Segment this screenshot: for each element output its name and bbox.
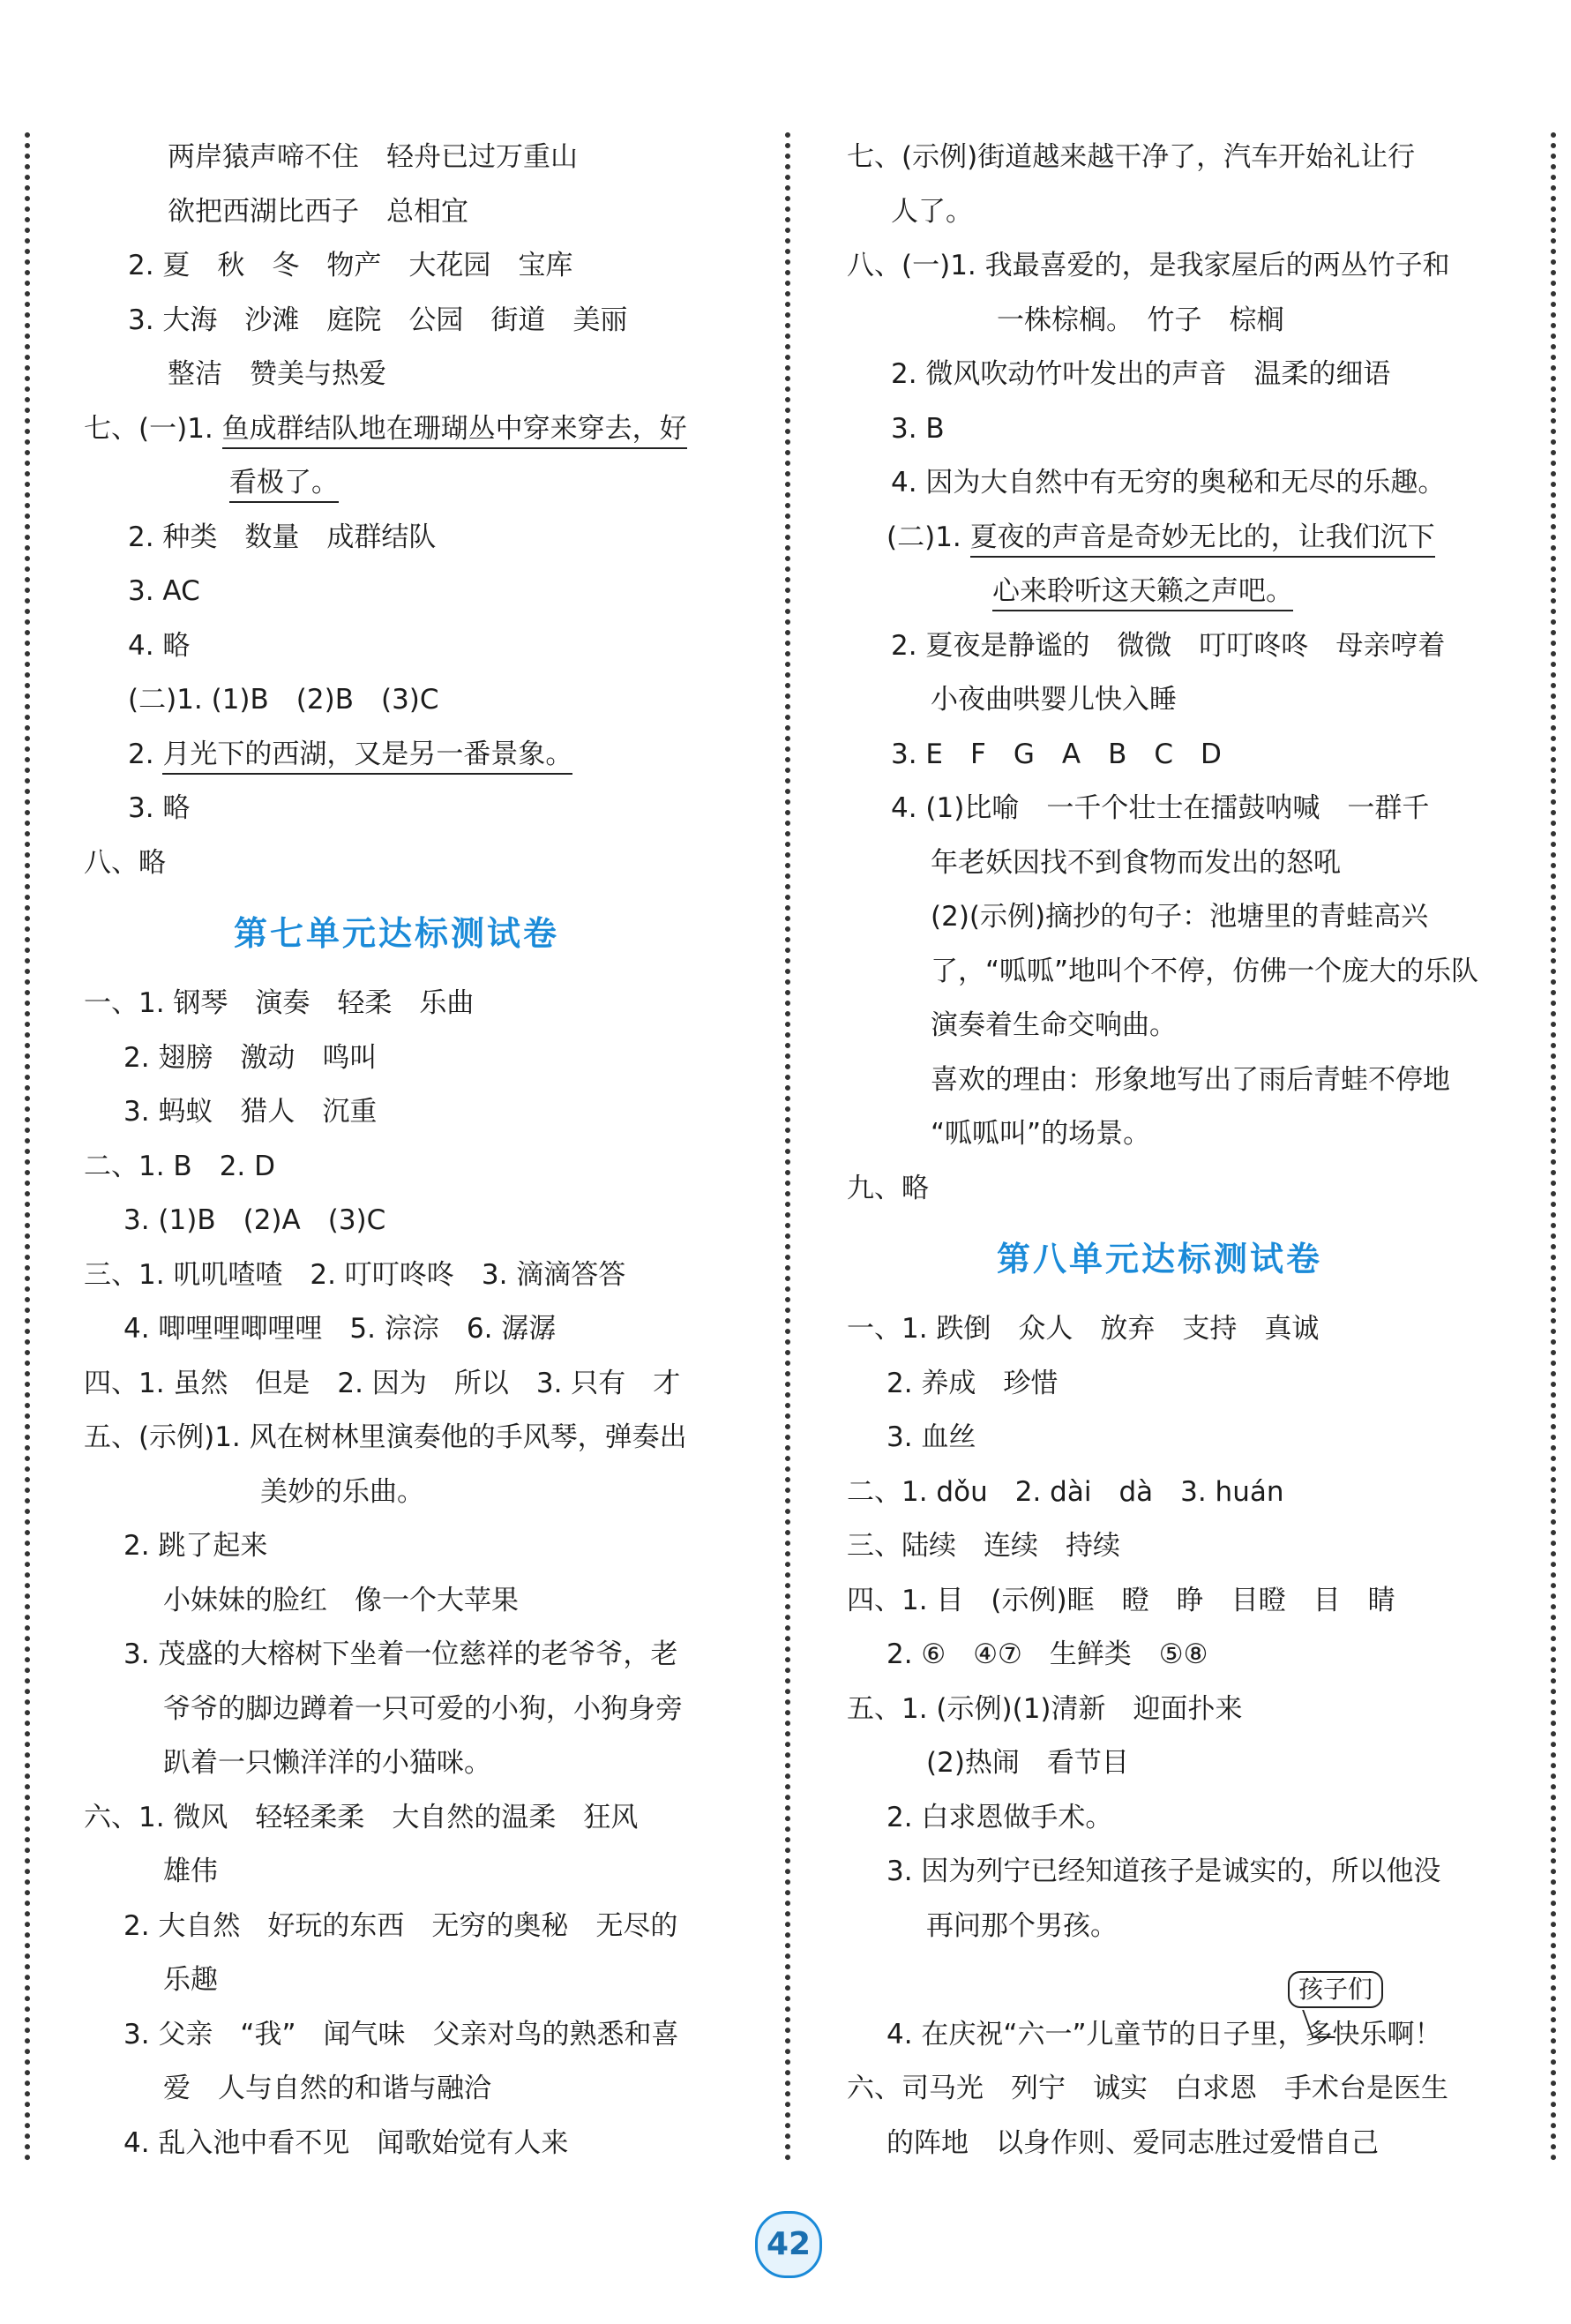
answer-label: (二)1. (886, 521, 970, 553)
answer-line (847, 1357, 1517, 1412)
answer-line (84, 728, 763, 783)
answer-line (84, 1140, 763, 1195)
answer-line (847, 1791, 1517, 1846)
answer-text: 了，“呱呱”地叫个不停，仿佛一个庞大的乐队 (931, 955, 1479, 987)
insertion-annotation: 孩子们 (1288, 1971, 1383, 2008)
answer-line (84, 1248, 763, 1303)
underlined-answer: 心来聆听这天籁之声吧。 (992, 575, 1293, 611)
answer-line (847, 1162, 1517, 1217)
answer-text: 4. 因为大自然中有无穷的奥秘和无尽的乐趣。 (891, 467, 1446, 499)
answer-text: 六、1. 微风 轻轻柔柔 大自然的温柔 狂风 (84, 1801, 639, 1833)
answer-line (84, 2117, 763, 2171)
answer-line (847, 1302, 1517, 1357)
answer-line (84, 1953, 763, 2008)
answer-text: 3. 因为列宁已经知道孩子是诚实的，所以他没 (886, 1855, 1441, 1887)
answer-text: 四、1. 虽然 但是 2. 因为 所以 3. 只有 才 (84, 1367, 681, 1399)
spacer-line (847, 1953, 1517, 2008)
answer-text: 欲把西湖比西子 总相宜 (168, 195, 468, 228)
answer-line (84, 1085, 763, 1140)
center-dotted-divider (785, 132, 790, 2162)
answer-line (84, 1519, 763, 1574)
page-number: 42 (755, 2211, 822, 2278)
answer-label: 2. (128, 738, 163, 770)
answer-text: 小夜曲哄婴儿快入睡 (931, 684, 1177, 716)
left-dotted-border (25, 132, 30, 2162)
answer-line (84, 456, 763, 511)
answer-text: 八、略 (84, 846, 166, 879)
answer-text: 2. 养成 珍惜 (886, 1367, 1059, 1399)
answer-line (847, 2062, 1517, 2117)
answer-line (84, 1574, 763, 1629)
answer-line (847, 294, 1517, 349)
answer-text: 3. 茂盛的大榕树下坐着一位慈祥的老爷爷，老 (123, 1638, 678, 1670)
answer-line (84, 185, 763, 240)
answer-text: 4. 在庆祝“六一”儿童节的日子里，多快乐啊！ (886, 2018, 1442, 2050)
unit-heading: 第七单元达标测试卷 (234, 913, 560, 953)
answer-line (84, 1411, 763, 1466)
answer-line (847, 1974, 1517, 2063)
answer-line (84, 402, 763, 457)
answer-line (847, 239, 1517, 294)
answer-line (84, 782, 763, 836)
answer-text: 六、司马光 列宁 诚实 白求恩 手术台是医生 (847, 2073, 1448, 2104)
answer-line (847, 1845, 1517, 1900)
answer-line (847, 673, 1517, 728)
answer-text: 七、(示例)街道越来越干净了，汽车开始礼让行 (847, 141, 1416, 173)
answer-line (847, 402, 1517, 457)
answer-text: 人了。 (891, 195, 973, 228)
answer-text: 三、陆续 连续 持续 (847, 1530, 1120, 1562)
answer-line (84, 1628, 763, 1683)
answer-label: 七、(一)1. (84, 412, 222, 445)
answer-line (847, 782, 1517, 836)
answer-line (847, 456, 1517, 511)
answer-line (847, 1411, 1517, 1466)
answer-text: 乐趣 (163, 1964, 218, 1996)
answer-text: 3. 父亲 “我” 闻气味 父亲对鸟的熟悉和喜 (123, 2018, 679, 2050)
answer-text: 3. AC (128, 575, 200, 607)
answer-text: 演奏着生命交响曲。 (931, 1009, 1177, 1041)
answer-text: 4. (1)比喻 一千个壮士在擂鼓呐喊 一群千 (891, 792, 1430, 824)
answer-text: 2. ⑥ ④⑦ 生鲜类 ⑤⑧ (886, 1638, 1208, 1670)
answer-line (84, 131, 763, 185)
answer-line (84, 1845, 763, 1900)
answer-text: 3. 大海 沙滩 庭院 公园 街道 美丽 (128, 304, 628, 336)
answer-text: 九、略 (847, 1172, 929, 1204)
answer-text: 一株棕榈。 竹子 棕榈 (997, 304, 1284, 336)
answer-text: 八、(一)1. 我最喜爱的，是我家屋后的两丛竹子和 (847, 250, 1450, 281)
answer-line (84, 1031, 763, 1086)
answer-text: 雄伟 (163, 1855, 218, 1887)
answer-line (84, 239, 763, 294)
answer-text: 趴着一只懒洋洋的小猫咪。 (163, 1747, 491, 1779)
answer-line (847, 890, 1517, 945)
answer-line (847, 999, 1517, 1053)
answer-line (84, 2008, 763, 2063)
answer-line (84, 348, 763, 402)
answer-text: 四、1. 目 (示例)眶 瞪 睁 目瞪 目 睛 (847, 1584, 1395, 1616)
answer-text: (2)热闹 看节目 (926, 1747, 1129, 1779)
answer-line (84, 565, 763, 619)
answer-text: 2. 夏夜是静谧的 微微 叮叮咚咚 母亲哼着 (891, 629, 1446, 662)
answer-line (84, 619, 763, 674)
answer-text: 三、1. 叽叽喳喳 2. 叮叮咚咚 3. 滴滴答答 (84, 1258, 626, 1291)
answer-line (84, 1357, 763, 1412)
answer-text: 再问那个男孩。 (926, 1909, 1118, 1942)
answer-line (847, 565, 1517, 619)
answer-text: 五、1. (示例)(1)清新 迎面扑来 (847, 1692, 1243, 1725)
answer-line (847, 1053, 1517, 1108)
answer-text: 小妹妹的脸红 像一个大苹果 (163, 1584, 519, 1616)
underlined-answer: 看极了。 (229, 467, 339, 503)
answer-line (847, 2117, 1517, 2171)
answer-line (847, 1519, 1517, 1574)
answer-line (847, 1683, 1517, 1737)
answer-text: 3. 蚂蚁 猎人 沉重 (123, 1096, 378, 1128)
answer-line (847, 836, 1517, 891)
answer-line (84, 1302, 763, 1357)
underlined-answer: 夏夜的声音是奇妙无比的，让我们沉下 (970, 521, 1435, 558)
answer-text: 2. 白求恩做手术。 (886, 1801, 1113, 1833)
answer-line (847, 1736, 1517, 1791)
answer-line (84, 1736, 763, 1791)
answer-text: 五、(示例)1. 风在树林里演奏他的手风琴，弹奏出 (84, 1421, 687, 1453)
answer-line (84, 2062, 763, 2117)
answer-line (84, 673, 763, 728)
answer-text: 的阵地 以身作则、爱同志胜过爱惜自己 (886, 2126, 1379, 2159)
right-column (847, 131, 1517, 2170)
answer-line (84, 1683, 763, 1737)
underlined-answer: 鱼成群结队地在珊瑚丛中穿来穿去，好 (222, 413, 687, 449)
answer-text: 爷爷的脚边蹲着一只可爱的小狗，小狗身旁 (163, 1692, 683, 1725)
answer-line (847, 728, 1517, 783)
answer-line (847, 511, 1517, 566)
answer-line (84, 294, 763, 349)
answer-text: 爱 人与自然的和谐与融洽 (163, 2073, 491, 2104)
answer-text: 2. 大自然 好玩的东西 无穷的奥秘 无尽的 (123, 1909, 678, 1942)
answer-line (847, 348, 1517, 402)
answer-line (84, 1791, 763, 1846)
answer-text: 一、1. 钢琴 演奏 轻柔 乐曲 (84, 987, 475, 1019)
answer-text: 年老妖因找不到食物而发出的怒吼 (931, 846, 1341, 879)
answer-text: 3. 血丝 (886, 1421, 976, 1453)
answer-text: 3. 略 (128, 792, 191, 824)
answer-line (84, 1466, 763, 1520)
answer-text: 2. 夏 秋 冬 物产 大花园 宝库 (128, 250, 573, 281)
answer-line (847, 185, 1517, 240)
answer-text: 两岸猿声啼不住 轻舟已过万重山 (168, 141, 578, 173)
answer-line (84, 836, 763, 891)
answer-text: (2)(示例)摘抄的句子：池塘里的青蛙高兴 (931, 901, 1429, 933)
answer-line (847, 945, 1517, 1000)
underlined-answer: 月光下的西湖，又是另一番景象。 (162, 738, 572, 775)
answer-text: 喜欢的理由：形象地写出了雨后青蛙不停地 (931, 1063, 1450, 1096)
answer-text: 二、1. dǒu 2. dài dà 3. huán (847, 1475, 1284, 1508)
answer-text: 二、1. B 2. D (84, 1150, 275, 1182)
answer-line (847, 619, 1517, 674)
answer-line (84, 1194, 763, 1248)
answer-text: 4. 唧哩哩唧哩哩 5. 淙淙 6. 潺潺 (123, 1313, 557, 1345)
answer-text: 2. 种类 数量 成群结队 (128, 521, 437, 553)
answer-text: 2. 微风吹动竹叶发出的声音 温柔的细语 (891, 358, 1391, 390)
answer-text: 2. 翅膀 激动 鸣叫 (123, 1041, 378, 1074)
answer-text: 整洁 赞美与热爱 (168, 358, 386, 390)
answer-line (84, 977, 763, 1031)
answer-line (84, 1900, 763, 1954)
unit-heading: 第八单元达标测试卷 (997, 1239, 1323, 1278)
answer-text: 2. 跳了起来 (123, 1530, 268, 1562)
answer-text: 美妙的乐曲。 (260, 1475, 424, 1508)
right-dotted-border (1551, 132, 1556, 2162)
answer-line (847, 1107, 1517, 1162)
answer-text: 3. E F G A B C D (891, 738, 1222, 770)
answer-text: 4. 略 (128, 629, 191, 662)
answer-text: “呱呱叫”的场景。 (931, 1118, 1151, 1150)
answer-line (847, 1900, 1517, 1954)
answer-line (847, 131, 1517, 185)
answer-line (847, 1628, 1517, 1683)
answer-text: 一、1. 跌倒 众人 放弃 支持 真诚 (847, 1313, 1320, 1345)
answer-text: 3. B (891, 412, 945, 445)
answer-text: 4. 乱入池中看不见 闻歌始觉有人来 (123, 2126, 569, 2159)
answer-line (847, 1574, 1517, 1629)
answer-text: (二)1. (1)B (2)B (3)C (128, 684, 439, 716)
left-column (84, 131, 763, 2170)
answer-line (847, 1466, 1517, 1520)
answer-text: 3. (1)B (2)A (3)C (123, 1204, 386, 1236)
answer-line (84, 511, 763, 566)
